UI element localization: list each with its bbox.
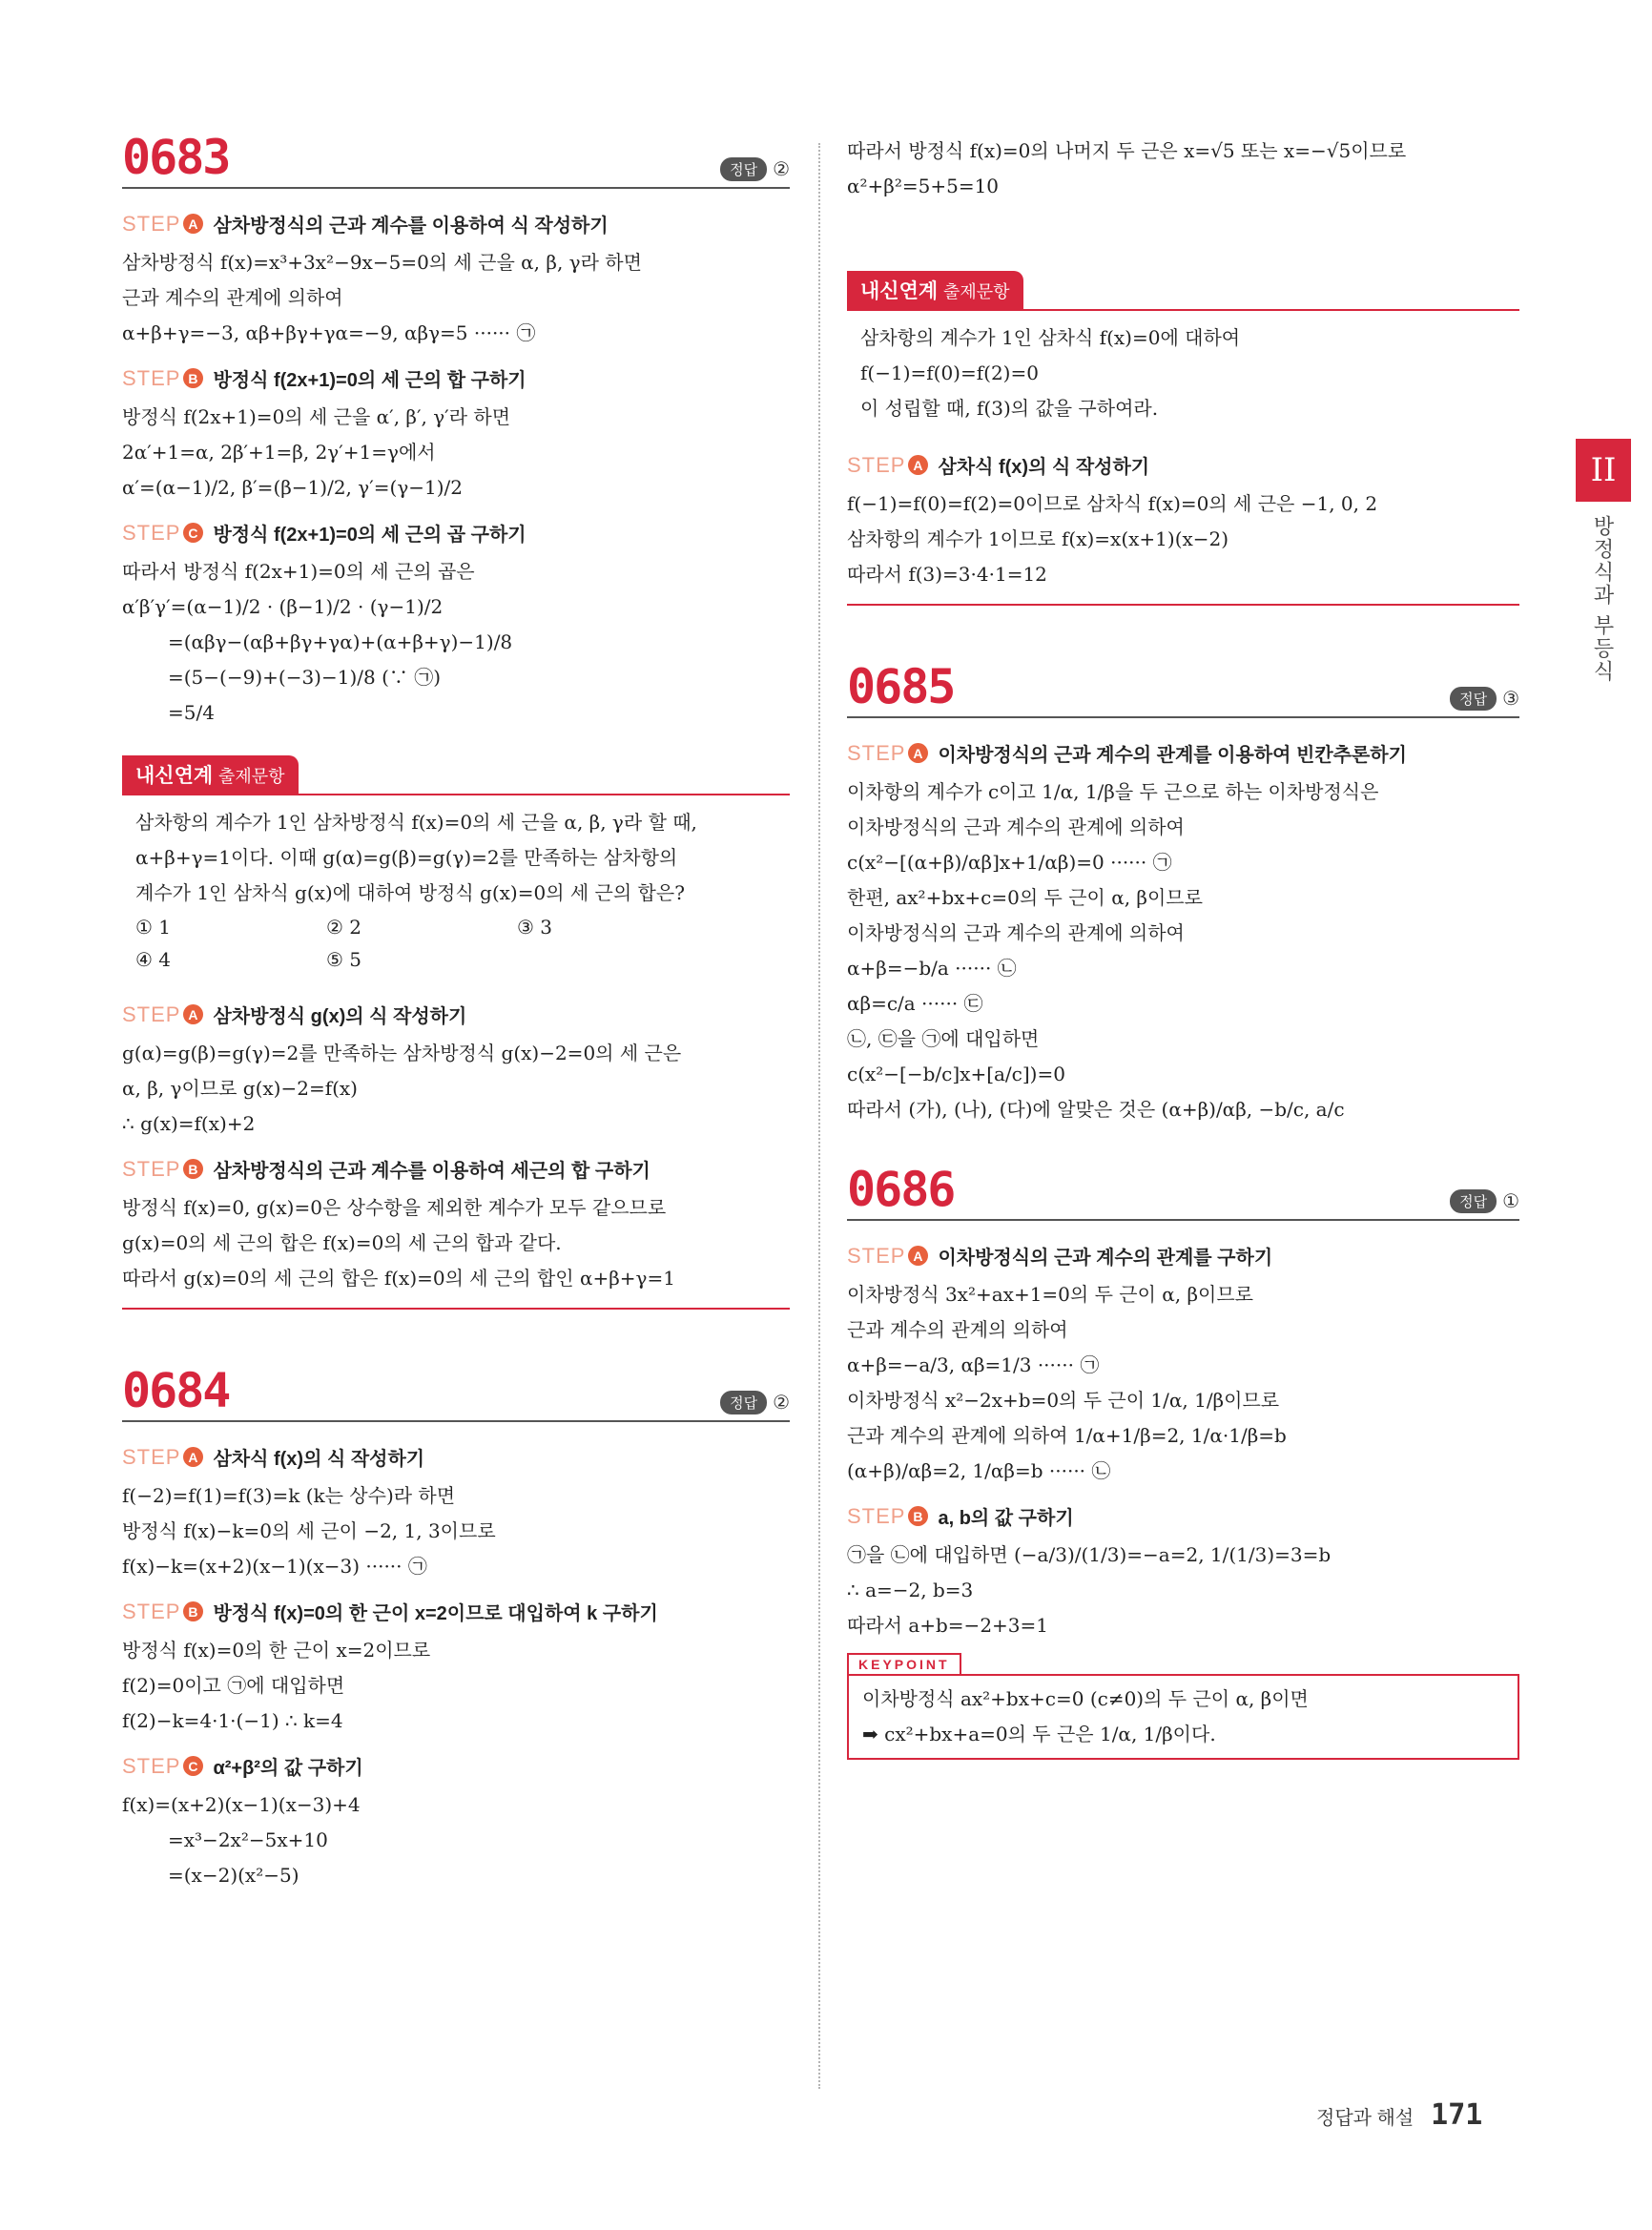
solution-line: 이차방정식 x²−2x+b=0의 두 근이 1/α, 1/β이므로 — [847, 1389, 1280, 1412]
solution-line: f(x)=(x+2)(x−1)(x−3)+4 — [122, 1793, 361, 1816]
page-number: 171 — [1431, 2098, 1483, 2132]
keypoint-text — [847, 1674, 1519, 1760]
step-tag — [847, 1244, 928, 1269]
solution-line: 한편, ax²+bx+c=0의 두 근이 α, β이므로 — [847, 886, 1203, 909]
solution-line: 따라서 방정식 f(2x+1)=0의 세 근의 곱은 — [122, 560, 475, 583]
step-title: 이차방정식의 근과 계수의 관계를 구하기 — [938, 1248, 1273, 1269]
step-tag — [847, 741, 928, 766]
step-heading — [122, 519, 790, 547]
step-letter: B — [908, 1506, 928, 1526]
step-word: STEP — [122, 1444, 181, 1469]
related-problem-label: 내신연계 출제문항 — [122, 755, 299, 794]
related-problem-box — [122, 755, 790, 983]
problem-header — [847, 1162, 1519, 1221]
step-letter: A — [908, 1246, 928, 1266]
answer-choice[interactable]: ④ 4 — [135, 948, 172, 971]
step-title: a, b의 값 구하기 — [938, 1508, 1074, 1529]
solution-line: f(−1)=f(0)=f(2)=0이므로 삼차식 f(x)=0의 세 근은 −1, 0, 2 — [847, 492, 1378, 515]
solution-line: f(x)−k=(x+2)(x−1)(x−3) ······ ㉠ — [122, 1555, 427, 1578]
solution-line: ∴ a=−2, b=3 — [847, 1579, 974, 1601]
problem-number: 0684 — [122, 1363, 230, 1418]
solution-line: 근과 계수의 관계에 의하여 1/α+1/β=2, 1/α·1/β=b — [847, 1424, 1287, 1447]
step-tag — [122, 521, 203, 546]
step-letter: A — [183, 1447, 203, 1467]
solution-line: =(αβγ−(αβ+βγ+γα)+(α+β+γ)−1)/8 — [168, 630, 513, 653]
step-tag — [122, 1600, 203, 1624]
solution-line: c(x²−[(α+β)/αβ]x+1/αβ)=0 ······ ㉠ — [847, 851, 1172, 874]
step-heading — [122, 364, 790, 392]
step-letter: A — [183, 214, 203, 234]
section-end-rule — [122, 1308, 790, 1310]
page-footer — [1316, 2098, 1482, 2132]
solution-line: 근과 계수의 관계의 의하여 — [847, 1318, 1068, 1341]
step-heading — [122, 1443, 790, 1471]
solution-line: =(5−(−9)+(−3)−1)/8 (∵ ㉠) — [168, 666, 442, 689]
problem-0685 — [847, 659, 1519, 1127]
step-word: STEP — [122, 1753, 181, 1778]
solution-line: 근과 계수의 관계에 의하여 — [122, 286, 343, 309]
step-heading — [122, 1752, 790, 1780]
solution-line: α+β=−a/3, αβ=1/3 ······ ㉠ — [847, 1353, 1100, 1376]
step-heading — [122, 1001, 790, 1028]
column-divider — [818, 143, 820, 2089]
solution-line: 삼차방정식 f(x)=x³+3x²−9x−5=0의 세 근을 α, β, γ라 하면 — [122, 251, 642, 274]
step-tag — [122, 1754, 203, 1779]
solution-line: c(x²−[−b/c]x+[a/c])=0 — [847, 1063, 1065, 1085]
problem-header — [847, 659, 1519, 718]
solution — [847, 739, 1519, 1127]
solution-line: 방정식 f(x)=0, g(x)=0은 상수항을 제외한 계수가 모두 같으므로 — [122, 1196, 667, 1219]
solution-line: 방정식 f(x)−k=0의 세 근이 −2, 1, 3이므로 — [122, 1519, 496, 1542]
related-problem-box — [847, 271, 1519, 434]
text-line: α+β+γ=1이다. 이때 g(α)=g(β)=g(γ)=2를 만족하는 삼차항의 — [135, 846, 678, 869]
step-word: STEP — [122, 1156, 181, 1181]
step-tag — [122, 1445, 203, 1470]
step-letter: A — [908, 455, 928, 475]
solution-continued — [847, 134, 1519, 204]
answer-choice[interactable]: ① 1 — [135, 916, 172, 939]
footer-label: 정답과 해설 — [1316, 2108, 1415, 2129]
answer — [720, 157, 790, 181]
problem-0684 — [122, 1363, 790, 1893]
step-heading — [122, 1155, 790, 1183]
step-title: 방정식 f(x)=0의 한 근이 x=2이므로 대입하여 k 구하기 — [213, 1603, 658, 1624]
solution — [122, 210, 790, 731]
step-letter: A — [183, 1004, 203, 1024]
solution-line: 방정식 f(2x+1)=0의 세 근을 α′, β′, γ′라 하면 — [122, 405, 511, 428]
answer-value: ② — [773, 1393, 790, 1414]
step-letter: C — [183, 1756, 203, 1776]
step-word: STEP — [122, 1001, 181, 1026]
solution-line: 따라서 g(x)=0의 세 근의 합은 f(x)=0의 세 근의 합인 α+β+γ=1 — [122, 1267, 675, 1290]
keypoint-box — [847, 1653, 1519, 1760]
chapter-title: 방정식과 부등식 — [1591, 515, 1615, 684]
text-line: 이 성립할 때, f(3)의 값을 구하여라. — [860, 397, 1159, 420]
step-title: α²+β²의 값 구하기 — [213, 1758, 363, 1779]
step-heading — [122, 210, 790, 237]
solution-line: (α+β)/αβ=2, 1/αβ=b ······ ㉡ — [847, 1459, 1111, 1482]
answer-choice[interactable]: ③ 3 — [517, 916, 553, 939]
solution-line: =x³−2x²−5x+10 — [168, 1828, 328, 1851]
solution-line: 삼차항의 계수가 1이므로 f(x)=x(x+1)(x−2) — [847, 527, 1229, 550]
step-tag — [122, 1157, 203, 1182]
text-line: 삼차항의 계수가 1인 삼차방정식 f(x)=0의 세 근을 α, β, γ라 할 때, — [135, 811, 697, 834]
step-title: 삼차식 f(x)의 식 작성하기 — [213, 1449, 425, 1470]
text-line: 이차방정식 ax²+bx+c=0 (c≠0)의 두 근이 α, β이면 — [862, 1687, 1309, 1710]
solution-line: α′=(α−1)/2, β′=(β−1)/2, γ′=(γ−1)/2 — [122, 476, 464, 499]
step-heading — [847, 1242, 1519, 1270]
step-letter: B — [183, 1601, 203, 1621]
solution-line: 방정식 f(x)=0의 한 근이 x=2이므로 — [122, 1639, 431, 1662]
solution-line: =(x−2)(x²−5) — [168, 1864, 299, 1887]
solution-line: α, β, γ이므로 g(x)−2=f(x) — [122, 1077, 358, 1100]
solution-line: f(2)−k=4·1·(−1) ∴ k=4 — [122, 1709, 343, 1732]
solution-line: g(α)=g(β)=g(γ)=2를 만족하는 삼차방정식 g(x)−2=0의 세 근은 — [122, 1042, 682, 1064]
left-column — [122, 130, 790, 1893]
problem-0683 — [122, 130, 790, 1310]
text-line: α²+β²=5+5=10 — [847, 175, 1000, 197]
answer-badge: 정답 — [1450, 687, 1497, 711]
step-letter: B — [183, 1159, 203, 1179]
step-tag — [122, 212, 203, 237]
related-problem-text — [135, 805, 776, 911]
answer-badge: 정답 — [720, 1391, 767, 1414]
solution-line: ㉠을 ㉡에 대입하면 (−a/3)/(1/3)=−a=2, 1/(1/3)=3=b — [847, 1543, 1332, 1566]
answer-value: ③ — [1502, 689, 1519, 710]
step-word: STEP — [847, 452, 906, 477]
related-problem-text — [860, 320, 1506, 426]
text-line: f(−1)=f(0)=f(2)=0 — [860, 361, 1039, 384]
solution-line: 이차방정식 3x²+ax+1=0의 두 근이 α, β이므로 — [847, 1283, 1253, 1306]
step-title: 삼차방정식의 근과 계수를 이용하여 식 작성하기 — [213, 216, 609, 237]
step-letter: A — [908, 743, 928, 763]
right-column — [847, 134, 1519, 1760]
solution-line: α+β=−b/a ······ ㉡ — [847, 957, 1017, 980]
answer-choice[interactable]: ② 2 — [326, 916, 362, 939]
section-end-rule — [847, 604, 1519, 606]
step-heading — [847, 739, 1519, 767]
answer — [1450, 1189, 1519, 1213]
problem-header — [122, 1363, 790, 1422]
solution-line: 이차방정식의 근과 계수의 관계에 의하여 — [847, 921, 1185, 944]
solution-line: α+β+γ=−3, αβ+βγ+γα=−9, αβγ=5 ······ ㉠ — [122, 321, 536, 344]
step-word: STEP — [122, 365, 181, 390]
solution-line: g(x)=0의 세 근의 합은 f(x)=0의 세 근의 합과 같다. — [122, 1231, 562, 1254]
solution-line: ㉡, ㉢을 ㉠에 대입하면 — [847, 1027, 1040, 1050]
step-word: STEP — [122, 520, 181, 545]
step-heading — [847, 451, 1519, 479]
keypoint-label: KEYPOINT — [847, 1653, 961, 1674]
step-letter: C — [183, 523, 203, 543]
solution-line: 따라서 a+b=−2+3=1 — [847, 1614, 1049, 1637]
step-letter: B — [183, 368, 203, 388]
solution-line: 따라서 f(3)=3·4·1=12 — [847, 563, 1047, 586]
problem-number: 0683 — [122, 130, 230, 185]
related-problem-label: 내신연계 출제문항 — [847, 271, 1023, 309]
solution-line: f(−2)=f(1)=f(3)=k (k는 상수)라 하면 — [122, 1484, 456, 1507]
answer-value: ② — [773, 159, 790, 180]
answer — [720, 1391, 790, 1414]
answer — [1450, 687, 1519, 711]
step-title: 이차방정식의 근과 계수의 관계를 이용하여 빈칸추론하기 — [938, 745, 1407, 766]
answer-badge: 정답 — [1450, 1189, 1497, 1213]
solution-line: 2α′+1=α, 2β′+1=β, 2γ′+1=γ에서 — [122, 441, 436, 464]
related-solution — [122, 1001, 790, 1296]
text-line: 따라서 방정식 f(x)=0의 나머지 두 근은 x=√5 또는 x=−√5이므로 — [847, 139, 1407, 162]
step-word: STEP — [847, 740, 906, 765]
step-title: 삼차방정식의 근과 계수를 이용하여 세근의 합 구하기 — [213, 1161, 650, 1182]
step-title: 방정식 f(2x+1)=0의 세 근의 합 구하기 — [213, 370, 527, 391]
text-line: ➡ cx²+bx+a=0의 두 근은 1/α, 1/β이다. — [862, 1723, 1216, 1745]
step-tag — [122, 366, 203, 391]
solution — [847, 1242, 1519, 1643]
answer-choice[interactable]: ⑤ 5 — [326, 948, 362, 971]
step-word: STEP — [847, 1503, 906, 1528]
solution-line: 따라서 (가), (나), (다)에 알맞은 것은 (α+β)/αβ, −b/c, a/c — [847, 1098, 1345, 1121]
solution — [122, 1443, 790, 1893]
solution-line: αβ=c/a ······ ㉢ — [847, 992, 983, 1015]
answer-value: ① — [1502, 1191, 1519, 1212]
step-heading — [847, 1502, 1519, 1530]
step-title: 삼차방정식 g(x)의 식 작성하기 — [213, 1006, 467, 1027]
problem-number: 0685 — [847, 659, 955, 714]
step-tag — [122, 1002, 203, 1027]
related-solution — [847, 451, 1519, 592]
solution-line: =5/4 — [168, 701, 215, 724]
answer-choices — [135, 911, 776, 976]
step-word: STEP — [847, 1243, 906, 1268]
problem-header — [122, 130, 790, 189]
solution-line: ∴ g(x)=f(x)+2 — [122, 1112, 256, 1135]
solution-line: 이차방정식의 근과 계수의 관계에 의하여 — [847, 816, 1185, 838]
step-tag — [847, 453, 928, 478]
step-tag — [847, 1504, 928, 1529]
chapter-tab[interactable]: II — [1576, 439, 1631, 502]
step-word: STEP — [122, 211, 181, 236]
step-title: 방정식 f(2x+1)=0의 세 근의 곱 구하기 — [213, 525, 527, 546]
problem-0686 — [847, 1162, 1519, 1760]
step-heading — [122, 1598, 790, 1625]
problem-number: 0686 — [847, 1162, 955, 1217]
step-title: 삼차식 f(x)의 식 작성하기 — [938, 457, 1150, 478]
answer-badge: 정답 — [720, 157, 767, 181]
solution-line: α′β′γ′=(α−1)/2 · (β−1)/2 · (γ−1)/2 — [122, 595, 444, 618]
text-line: 삼차항의 계수가 1인 삼차식 f(x)=0에 대하여 — [860, 326, 1241, 349]
text-line: 계수가 1인 삼차식 g(x)에 대하여 방정식 g(x)=0의 세 근의 합은? — [135, 881, 685, 904]
solution-line: f(2)=0이고 ㉠에 대입하면 — [122, 1674, 345, 1697]
solution-line: 이차항의 계수가 c이고 1/α, 1/β을 두 근으로 하는 이차방정식은 — [847, 780, 1379, 803]
step-word: STEP — [122, 1599, 181, 1623]
